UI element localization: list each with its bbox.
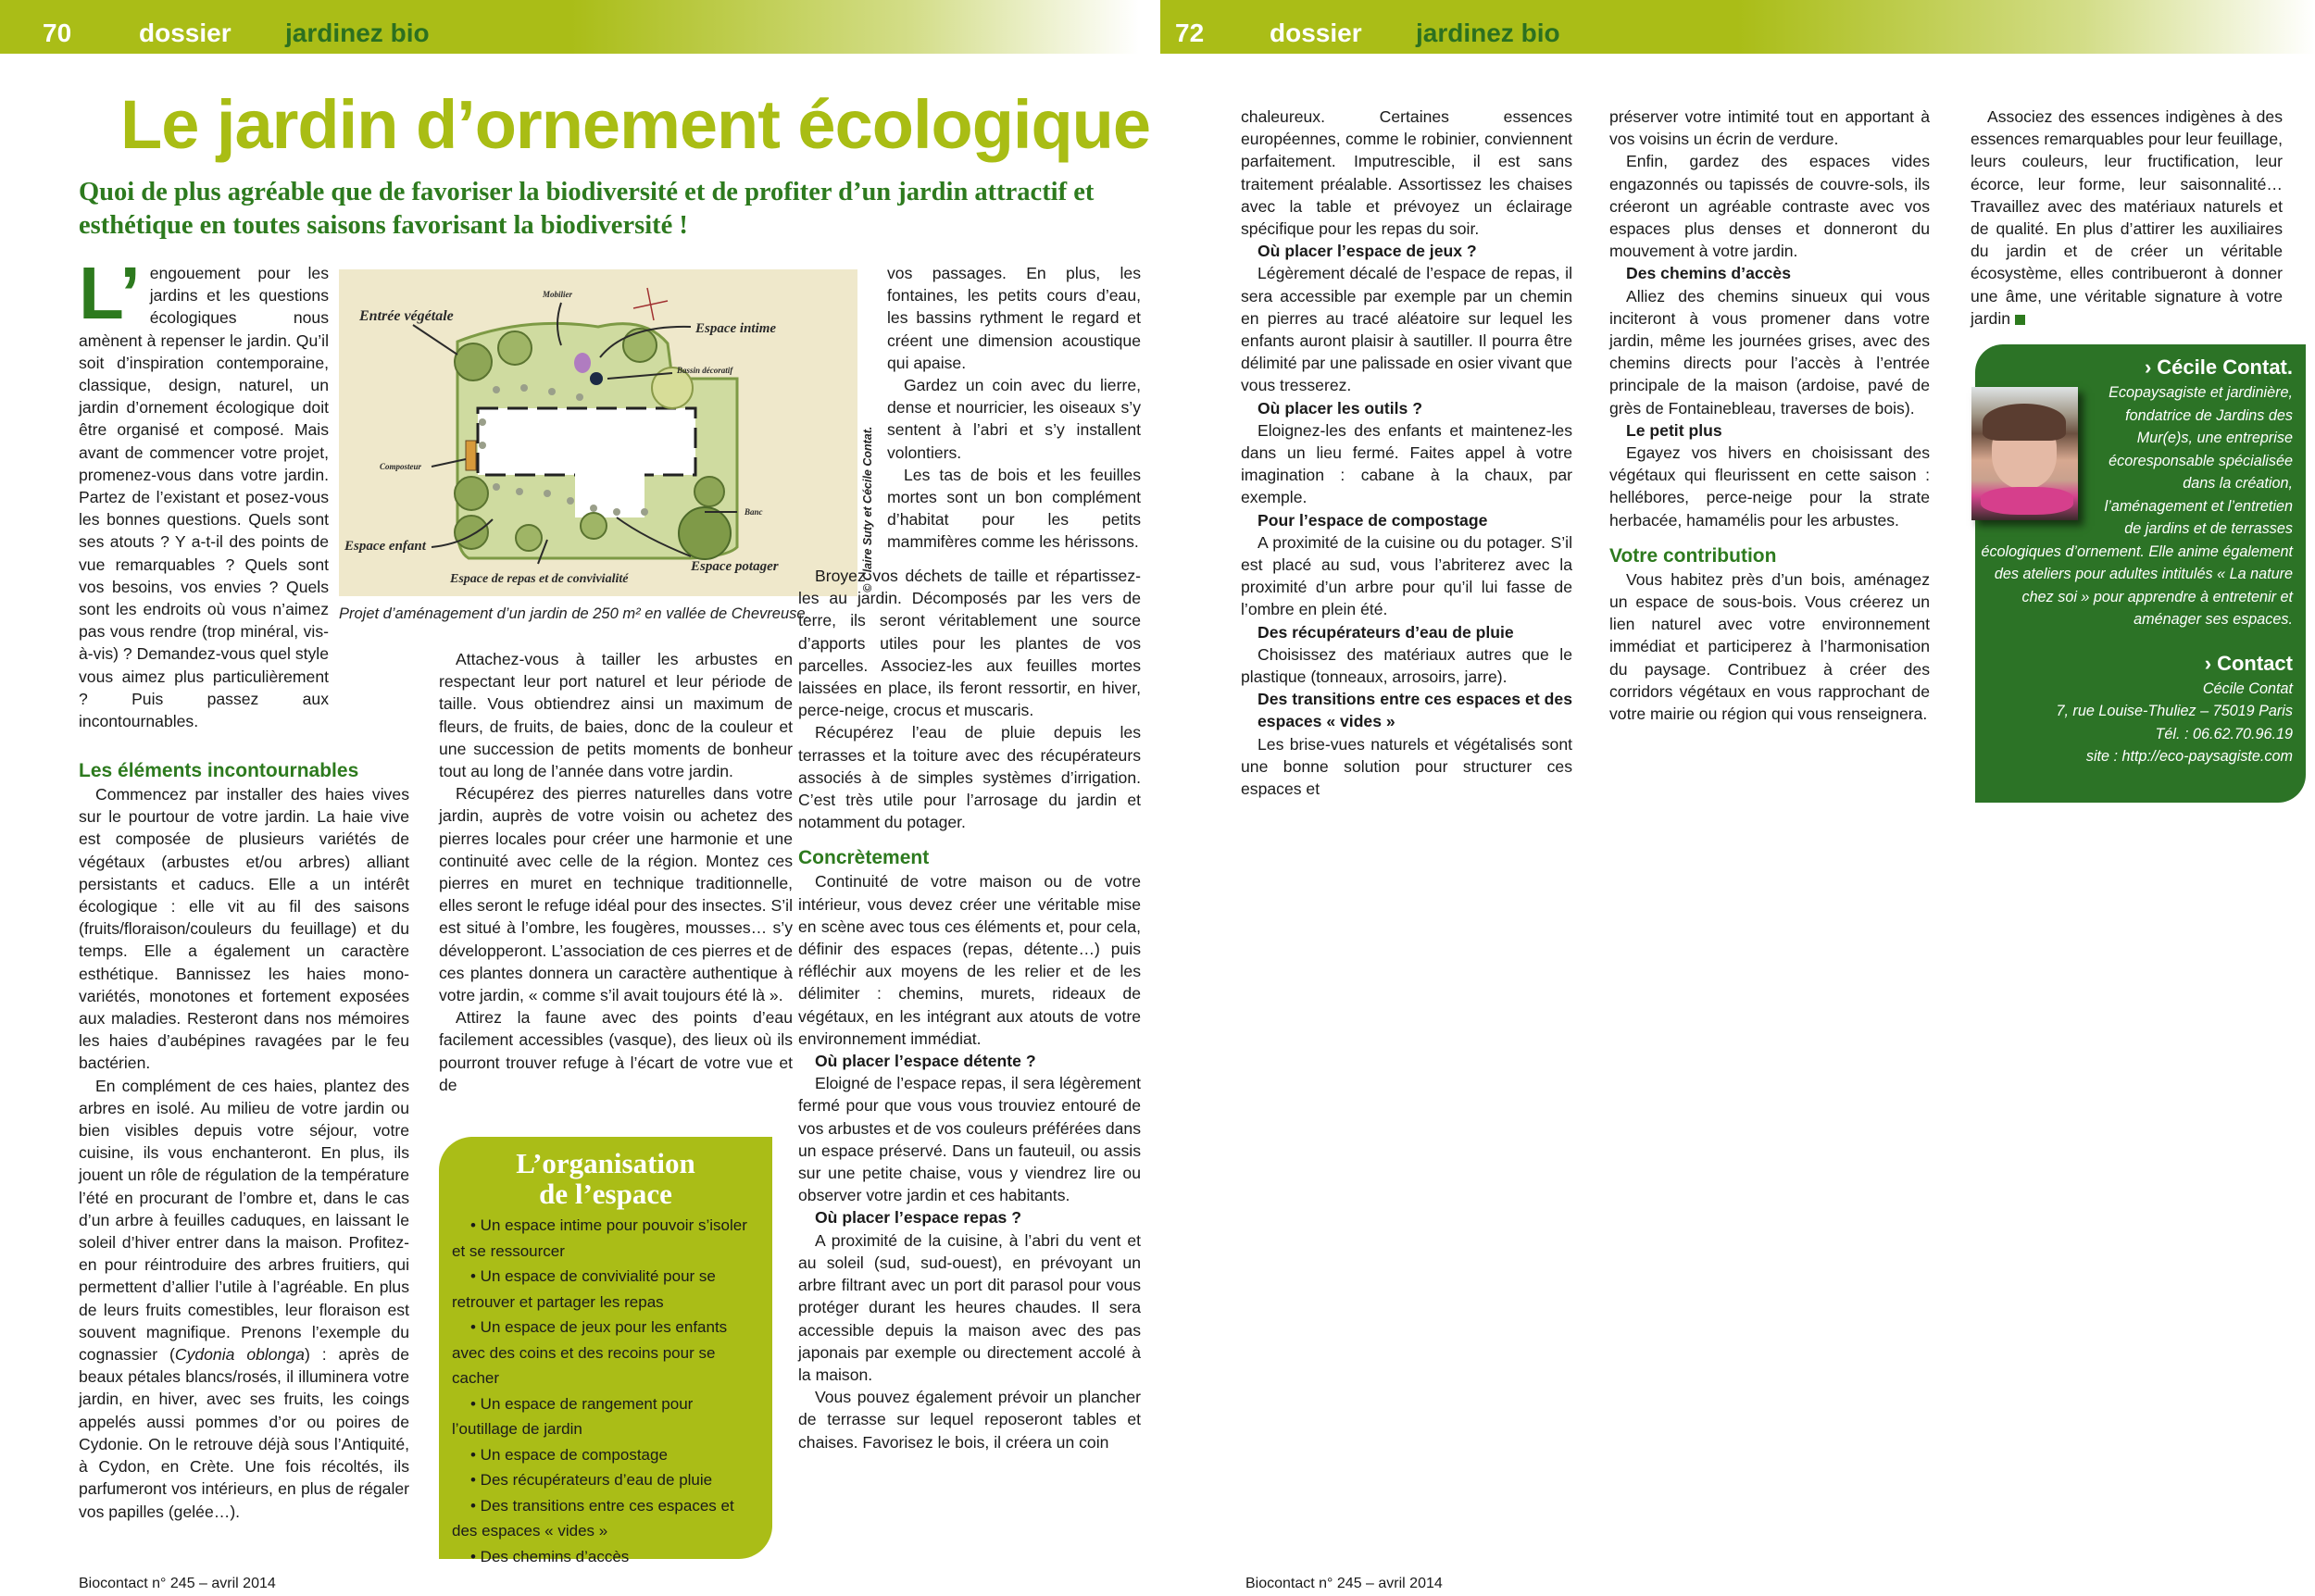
rubric-label: jardinez bio [285,19,430,47]
drop-cap: L’ [79,252,141,334]
column-1-intro [79,252,329,732]
contact-address: 7, rue Louise-Thuliez – 75019 Paris [2056,703,2293,719]
latin-name: Cydonia oblonga [174,1345,305,1365]
column-2 [439,648,793,1096]
paragraph [1971,106,2283,330]
subheading: Des chemins d’accès [1626,264,1791,283]
left-footer: Biocontact n° 245 – avril 2014 [79,1576,276,1591]
author-description: Ecopaysagiste et jardinière, fondatrice de Jardins des Mur(e)s, une entreprise écoresponsable spécialisée dans la création, l’aménagement et l’entretien de jardins et de terrasses écologiques d’ornement. Elle anime également des ateliers pour adultes intitulés « La nature chez soi » pour apprendre à entretenir et aménager ses espaces. [1981,384,2293,628]
sidebar-item: • Un espace de jeux pour les enfants avec des coins et des recoins pour se cacher [452,1318,728,1387]
paragraph [79,1075,409,1523]
subheading: Où placer l’espace de jeux ? [1258,242,1477,261]
left-page-header [0,0,1139,54]
paragraph: préserver votre intimité tout en apportant à vos voisins un écrin de verdure. [1609,107,1930,149]
section-heading: Les éléments incontournables [79,760,359,781]
sidebar-item: • Un espace de convivialité pour se retrouver et partager les repas [452,1267,716,1311]
diagram-caption: Projet d’aménagement d’un jardin de 250 m² en vallée de Chevreuse. [339,605,810,622]
column-3 [798,565,1141,1453]
paragraph-text: Associez des essences indigènes à des essences remarquables pour leur feuillage, leurs couleurs, leur fructification, leur écorce, leur forme, leur saisonnalité… Travaillez avec des matériaux naturels et de qualité. En plus d’attirer les auxiliaires du jardin et de créer un véritable écosystème, elles contribueront à donner une âme, une véritable signature à votre jardin [1971,107,2283,328]
paragraph: Egayez vos hivers en choisissant des végétaux qui fleurissent en cette saison : hellébores, perce-neige pour la strate herbacée, hamamélis pour les arbustes. [1609,443,1930,530]
paragraph: Attirez la faune avec des points d’eau facilement accessibles (vasque), des lieux où ils pourront trouver refuge à l’écart de votre vue et de [439,1008,793,1094]
sidebar-title-line: de l’espace [539,1178,672,1210]
subheading: Des récupérateurs d’eau de pluie [1258,622,1514,642]
sidebar-item: • Des récupérateurs d’eau de pluie [470,1471,713,1489]
right-footer: Biocontact n° 245 – avril 2014 [1245,1576,1443,1591]
intro-paragraph: engouement pour les jardins et les questions écologiques nous amènent à repenser le jardin. Qu’il soit d’inspiration contemporaine, classique, design, naturel, un jardin d’ornement écologique doit être organisé et composé. Mais avant de commencer votre projet, promenez-vous dans votre jardin. Partez de l’existant et posez-vous les bonnes questions. Quels sont ses atouts ? Y a-t-il des points de vue remarquables ? Quels sont vos besoins, vos envies ? Quels sont les endroits où vous n’aimez pas vous rendre (trop minéral, vis-à-vis) ? Demandez-vous quel style vous aimez plus particulièrement ? Puis passez aux incontournables. [79,264,329,731]
sidebar-item: • Des chemins d’accès [470,1547,630,1565]
sidebar-item: • Un espace intime pour pouvoir s’isoler et se ressourcer [452,1216,747,1260]
section-heading: Concrètement [798,847,930,869]
column-1-section [79,759,409,1523]
author-bio-box [1975,344,2306,803]
column-3-top [887,262,1141,554]
paragraph: vos passages. En plus, les fontaines, les petits cours d’eau, les bassins rythment le regard et créent une dimension acoustique qui apaise. [887,264,1141,372]
rubric-label: jardinez bio [1416,19,1560,47]
right-column-3 [1971,106,2283,330]
paragraph: Eloigné de l’espace repas, il sera légèrement fermé pour que vous vous trouviez entouré de vos arbustes et de vos couleurs préférées dans un espace préservé. Dans un fauteuil, ou assis sur une petite chaise, vous y viendrez lire ou observer votre jardin et ces habitants. [798,1074,1141,1205]
paragraph: Les tas de bois et les feuilles mortes sont un bon complément d’habitat pour les petits mammifères comme les hérissons. [887,465,1141,552]
page-number: 70 [43,19,72,47]
paragraph: Vous pouvez également prévoir un plancher de terrasse sur lequel reposeront tables et chaises. Favorisez le bois, il créera un coin [798,1388,1141,1452]
author-photo [1971,387,2078,520]
paragraph: A proximité de la cuisine ou du potager. S’il est placé au sud, vous l’abriterez avec la proximité d’un arbre pour qu’il lui fasse de l’ombre en plein été. [1241,532,1572,619]
label-bassin: Bassin décoratif [677,366,733,375]
garden-plan-illustration [339,269,857,596]
label-entree-vegetale: Entrée végétale [359,308,454,324]
paragraph: A proximité de la cuisine, à l’abri du vent et au soleil (sud, sud-ouest), en prévoyant un arbre filtrant avec un port dit parasol pour vous protéger durant les heures chaudes. Il sera accessible depuis la maison avec des pas japonais par exemple ou directement accolé à la maison. [798,1230,1141,1384]
paragraph: Les brise-vues naturels et végétalisés sont une bonne solution pour structurer ces espaces et [1241,734,1572,799]
contact-website-link[interactable]: site : http://eco-paysagiste.com [2085,748,2293,765]
contact-phone: Tél. : 06.62.70.96.19 [2155,725,2293,742]
paragraph: Continuité de votre maison ou de votre intérieur, vous devez créer une véritable mise en scène avec tous ces éléments et, pour cela, définir des espaces (repas, détente…) puis réfléchir aux moyens de les relier et de les délimiter : chemins, murets, rideaux de végétaux, en les intégrant aux atouts de votre environnement immédiat. [798,872,1141,1048]
label-espace-intime: Espace intime [695,321,777,336]
paragraph: Attachez-vous à tailler les arbustes en respectant leur port naturel et leur période de taille. Vous obtiendrez ainsi un maximum de fleurs, de fruits, de baies, donc de la couleur et une succession de petits moments de bonheur tout au long de l’année dans votre jardin. [439,650,793,781]
subheading: Où placer l’espace repas ? [815,1208,1021,1228]
paragraph: Récupérez l’eau de pluie depuis les terrasses et la toiture avec des récupérateurs associés à de simples systèmes d’irrigation. C’est très utile pour l’arrosage du jardin et notamment du potager. [798,723,1141,832]
sidebar-item: • Un espace de compostage [470,1445,668,1464]
section-heading: Votre contribution [1609,544,1777,567]
contact-name: Cécile Contat [2202,680,2293,697]
sidebar-item: • Des transitions entre ces espaces et des espaces « vides » [452,1496,734,1540]
paragraph: Enfin, gardez des espaces vides engazonnés ou tapissés de couvre-sols, ils créeront un agréable contraste avec vos espaces plus denses et donneront du mouvement à votre jardin. [1609,152,1930,261]
subheading: Où placer les outils ? [1258,398,1422,418]
right-column-1 [1241,106,1572,800]
label-espace-repas: Espace de repas et de convivialité [450,572,629,586]
label-espace-enfant: Espace enfant [344,539,426,554]
sidebar-list [452,1213,759,1569]
contact-heading-label: Contact [2217,651,2293,675]
contact-heading [1975,650,2293,678]
label-espace-potager: Espace potager [691,559,779,574]
garden-plan-diagram [339,269,857,596]
author-name: Cécile Contat. [2157,355,2293,379]
paragraph: Alliez des chemins sinueux qui vous inciteront à vous promener dans votre jardin, même les journées grises, avec des chemins directs pour l’accès à l’entrée principale de la maison (ardoise, pavé de grès de Fontainebleau, traverses de bois). [1609,286,1930,418]
paragraph-part: ) : après de beaux pétales blancs/rosés, il illuminera votre jardin, en hiver, avec ses fruits, les coings appelés aussi pommes d’or ou poires de Cydonie. On le retrouve déjà sous l’Antiquité, à Cydon, en Crète. Une fois récoltés, ils parfumeront vos intérieurs, en plus de régaler vos papilles (gelée…). [79,1345,409,1521]
sidebar-item: • Un espace de rangement pour l’outillage de jardin [452,1394,694,1438]
section-label: dossier [1270,19,1362,47]
paragraph: Commencez par installer des haies vives sur le pourtour de votre jardin. La haie vive est composée de plusieurs variétés de végétaux (arbustes et/ou arbres) alliant persistants et caducs. Elle a un intérêt écologique : elle vit au fil des saisons (fruits/floraison/couleurs du feuillage) et du temps. Elle a également un caractère esthétique. Bannissez les haies mono-variétés, monotones et fortement exposées aux maladies. Resteront dans nos mémoires les haies d’aubépines ravagées par le feu bactérien. [79,785,409,1073]
paragraph: Broyez vos déchets de taille et répartissez-les au jardin. Décomposés par les vers de terre, ils seront véritablement une source d’apports utiles pour les plantes de vos parcelles. Associez-les aux feuilles mortes laissées en place, ils feront ressortir, en hiver, perce-neige, crocus et muscaris. [798,567,1141,720]
article-title: Le jardin d’ornement écologique [120,86,1151,163]
paragraph: Récupérez des pierres naturelles dans votre jardin, auprès de votre voisin ou achetez des pierres locales pour créer une harmonie et une continuité avec celle de la région. Montez ces pierres en muret en technique traditionnelle, elles seront le refuge idéal pour des insectes. S’il est situé à l’ombre, les fougères, mousses… s’y développeront. L’association de ces pierres et de ces plantes donnera un caractère authentique à votre jardin, « comme s’il avait toujours été là ». [439,784,793,1005]
chevron-right-icon: › [2144,355,2152,379]
label-banc: Banc [745,507,763,517]
label-mobilier: Mobilier [543,290,573,299]
subheading: Des transitions entre ces espaces et des espaces « vides » [1258,690,1572,731]
paragraph: Eloignez-les des enfants et maintenez-les dans un lieu fermé. Faites appel à votre imagination : cabane à la chaux, par exemple. [1241,420,1572,507]
paragraph: Choisissez des matériaux autres que le plastique (tonneaux, arrosoirs, jarre). [1241,644,1572,687]
paragraph-part: En complément de ces haies, plantez des arbres en isolé. Au milieu de votre jardin ou bien visibles depuis votre séjour, votre cuisine, ils vous enchanteront. En plus, ils jouent un rôle de régulation de la température l’été en procurant de l’ombre et, dans le cas d’un arbre à feuilles caduques, en laissant le soleil d’hiver entrer dans la maison. Profitez-en pour réintroduire des arbres fruitiers, qui permettent d’allier l’utile à l’agréable. En plus de leurs fruits comestibles, leur floraison est souvent magnifique. Prenons l’exemple du cognassier ( [79,1076,409,1365]
end-of-article-mark-icon [2015,315,2025,325]
page-number: 72 [1175,19,1205,47]
subheading: Où placer l’espace détente ? [815,1052,1036,1071]
right-column-2 [1609,106,1930,725]
subheading: Le petit plus [1626,420,1722,440]
author-name-heading [1975,354,2293,381]
photo-credit: © Claire Suty et Cécile Contat. [861,426,874,592]
paragraph: Légèrement décalé de l’espace de repas, il sera accessible par exemple par un chemin en pierres au tracé aléatoire sur lequel les enfants auront plaisir à sautiller. Il pourra être délimité par une palissade en osier vivant que vous tresserez. [1241,264,1572,395]
paragraph: Gardez un coin avec du lierre, dense et nourricier, les oiseaux s’y sentent à l’abri et s’y installent volontiers. [887,376,1141,462]
sidebar-title [452,1148,759,1209]
paragraph: Vous habitez près d’un bois, aménagez un espace de sous-bois. Vous créerez un lien naturel avec votre environnement immédiat et participerez à l’harmonisation du paysage. Contribuez à créer des corridors végétaux en vous rapprochant de votre mairie ou région qui vous renseignera. [1609,569,1930,724]
section-label: dossier [139,19,232,47]
chevron-right-icon: › [2204,651,2212,675]
label-composteur: Composteur [380,462,422,471]
organisation-sidebar [439,1137,772,1565]
sidebar-title-line: L’organisation [516,1147,695,1179]
article-subtitle: Quoi de plus agréable que de favoriser la biodiversité et de profiter d’un jardin attractif et esthétique en toutes saisons favorisant la biodiversité ! [79,178,1095,240]
right-page-header [1160,0,2315,54]
paragraph: chaleureux. Certaines essences européennes, comme le robinier, conviennent parfaitement. Imputrescible, il est sans traitement préalable. Assortissez les chaises avec la table et prévoyez un éclairage spécifique pour les repas du soir. [1241,107,1572,239]
subheading: Pour l’espace de compostage [1258,510,1488,530]
